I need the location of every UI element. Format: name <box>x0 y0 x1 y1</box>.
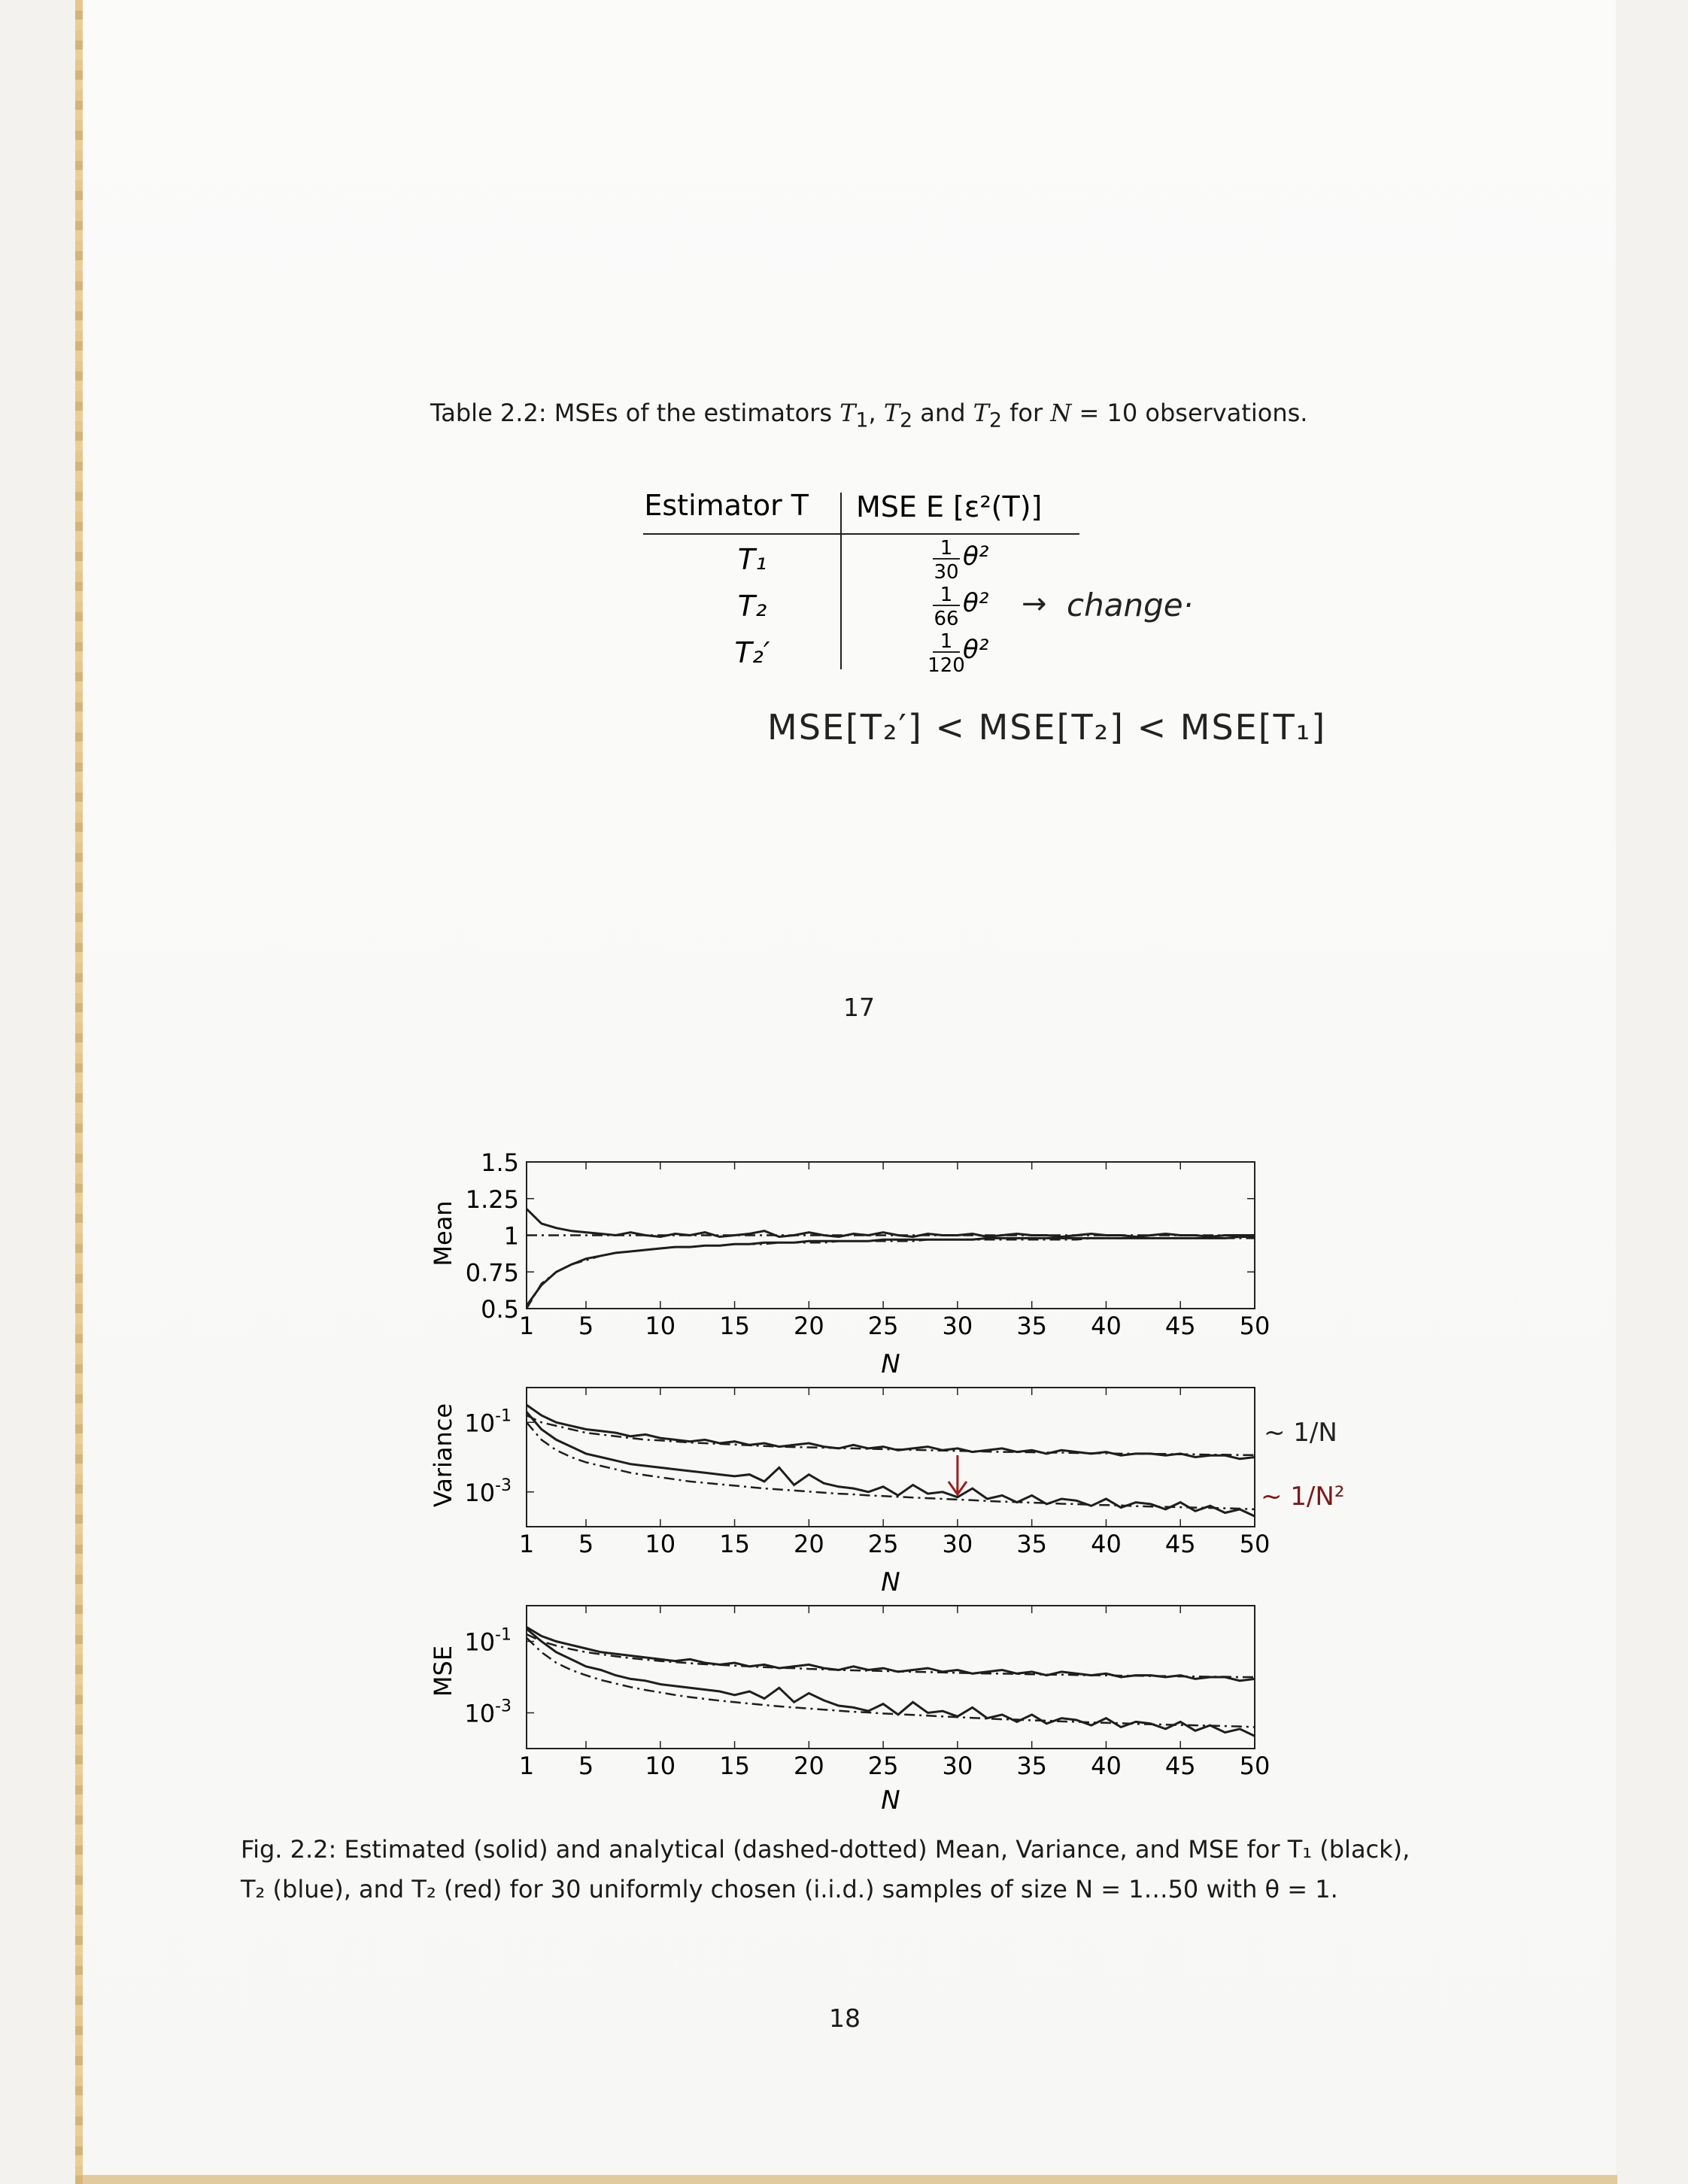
y-tick-label-0-3: 0.75 <box>465 1258 519 1288</box>
x-tick-label-1-0: 1 <box>518 1530 535 1558</box>
x-tick-label-1-10: 50 <box>1239 1530 1271 1558</box>
table-caption: Table 2.2: MSEs of the estimators $T_1$, $T_2$ and $T_2$ for N = 10 observations. <box>430 399 1308 432</box>
x-tick-label-0-8: 40 <box>1091 1312 1122 1340</box>
x-tick-label-0-5: 25 <box>867 1312 899 1340</box>
x-tick-label-1-3: 15 <box>719 1530 750 1558</box>
x-tick-label-1-1: 5 <box>578 1530 594 1558</box>
table-row-theta-1: θ² <box>963 541 989 572</box>
x-tick-label-0-2: 10 <box>645 1312 676 1340</box>
y-axis-label-2: MSE <box>429 1645 457 1697</box>
series-0-0 <box>527 1209 1255 1236</box>
x-tick-label-2-0: 1 <box>518 1752 535 1780</box>
x-axis-label-2: N <box>881 1785 900 1815</box>
table-header-mse: MSE E [ε²(T)] <box>856 490 1043 523</box>
series-2-2 <box>527 1629 1255 1737</box>
page-number-17: 17 <box>843 993 875 1022</box>
x-tick-label-0-6: 30 <box>942 1312 973 1340</box>
x-tick-label-1-7: 35 <box>1016 1530 1048 1558</box>
chart-mse <box>429 1606 1270 1815</box>
figure-caption-line-1: Fig. 2.2: Estimated (solid) and analytical (dashed-dotted) Mean, Variance, and MSE for T₁ (black), <box>241 1835 1410 1864</box>
x-tick-label-0-0: 1 <box>518 1312 535 1340</box>
x-tick-label-2-9: 45 <box>1164 1752 1196 1780</box>
change-annotation: change· <box>1067 587 1193 623</box>
x-tick-label-0-4: 20 <box>793 1312 824 1340</box>
x-tick-label-2-7: 35 <box>1016 1752 1048 1780</box>
x-tick-label-0-10: 50 <box>1239 1312 1271 1340</box>
series-1-0 <box>527 1405 1255 1459</box>
x-tick-label-2-5: 25 <box>867 1752 899 1780</box>
approx-1-over-n2-annotation: ~ 1/N² <box>1261 1482 1345 1512</box>
chart-frame-2 <box>527 1606 1255 1749</box>
table-row-estimator-2: T₂ <box>737 590 767 623</box>
x-tick-label-2-3: 15 <box>719 1752 750 1780</box>
approx-1-over-n-annotation: ~ 1/N <box>1264 1418 1337 1448</box>
x-axis-label-1: N <box>881 1567 900 1597</box>
chart-mean <box>429 1148 1270 1379</box>
x-tick-label-1-6: 30 <box>942 1530 973 1558</box>
x-tick-label-1-4: 20 <box>793 1530 824 1558</box>
y-tick-label-2-0: $10^{-1}$ <box>464 1625 512 1657</box>
x-tick-label-2-8: 40 <box>1091 1752 1122 1780</box>
table-row-denominator-2: 66 <box>934 608 959 630</box>
series-2-3 <box>527 1638 1255 1727</box>
table-row-numerator-2: 1 <box>940 584 953 606</box>
x-tick-label-0-1: 5 <box>578 1312 594 1340</box>
x-tick-label-0-7: 35 <box>1016 1312 1048 1340</box>
y-tick-label-0-1: 1.25 <box>465 1185 519 1214</box>
series-0-2 <box>527 1237 1255 1306</box>
table-row-numerator-3: 1 <box>940 630 953 653</box>
x-tick-label-1-9: 45 <box>1164 1530 1196 1558</box>
x-tick-label-2-2: 10 <box>645 1752 676 1780</box>
page-number-18: 18 <box>829 2004 861 2033</box>
table-row-theta-3: θ² <box>963 635 989 665</box>
x-tick-label-2-10: 50 <box>1239 1752 1271 1780</box>
table-row-estimator-1: T₁ <box>737 543 767 576</box>
table-row-theta-2: θ² <box>963 588 989 618</box>
y-axis-label-0: Mean <box>429 1200 457 1266</box>
y-tick-label-1-0: $10^{-1}$ <box>464 1406 512 1438</box>
x-tick-label-0-3: 15 <box>719 1312 750 1340</box>
change-arrow: → <box>1022 587 1047 621</box>
y-tick-label-1-1: $10^{-3}$ <box>464 1476 512 1507</box>
y-tick-label-0-2: 1 <box>503 1221 519 1251</box>
series-0-3 <box>527 1238 1255 1309</box>
table-row-estimator-3: T₂′ <box>734 636 770 669</box>
y-axis-label-1: Variance <box>429 1403 457 1508</box>
y-tick-label-0-0: 1.5 <box>481 1148 519 1177</box>
x-tick-label-2-6: 30 <box>942 1752 973 1780</box>
x-tick-label-1-8: 40 <box>1091 1530 1122 1558</box>
x-tick-label-0-9: 45 <box>1164 1312 1196 1340</box>
x-tick-label-1-2: 10 <box>645 1530 676 1558</box>
table-row-numerator-1: 1 <box>940 537 953 560</box>
x-tick-label-2-1: 5 <box>578 1752 594 1780</box>
table-header-estimator: Estimator T <box>644 489 809 522</box>
y-tick-label-2-1: $10^{-3}$ <box>464 1697 512 1728</box>
x-axis-label-0: N <box>881 1349 900 1379</box>
table-row-denominator-1: 30 <box>934 561 959 584</box>
chart-variance <box>429 1388 1270 1597</box>
series-1-2 <box>527 1412 1255 1516</box>
mse-inequality-annotation: MSE[T₂′] < MSE[T₂] < MSE[T₁] <box>767 707 1327 748</box>
table-row-denominator-3: 120 <box>927 654 965 677</box>
series-2-0 <box>527 1627 1255 1681</box>
x-tick-label-1-5: 25 <box>867 1530 899 1558</box>
figure-caption-line-2: T₂ (blue), and T₂ (red) for 30 uniformly chosen (i.i.d.) samples of size N = 1…50 with θ = 1. <box>241 1875 1338 1903</box>
x-tick-label-2-4: 20 <box>793 1752 824 1780</box>
y-tick-label-0-4: 0.5 <box>481 1295 519 1324</box>
